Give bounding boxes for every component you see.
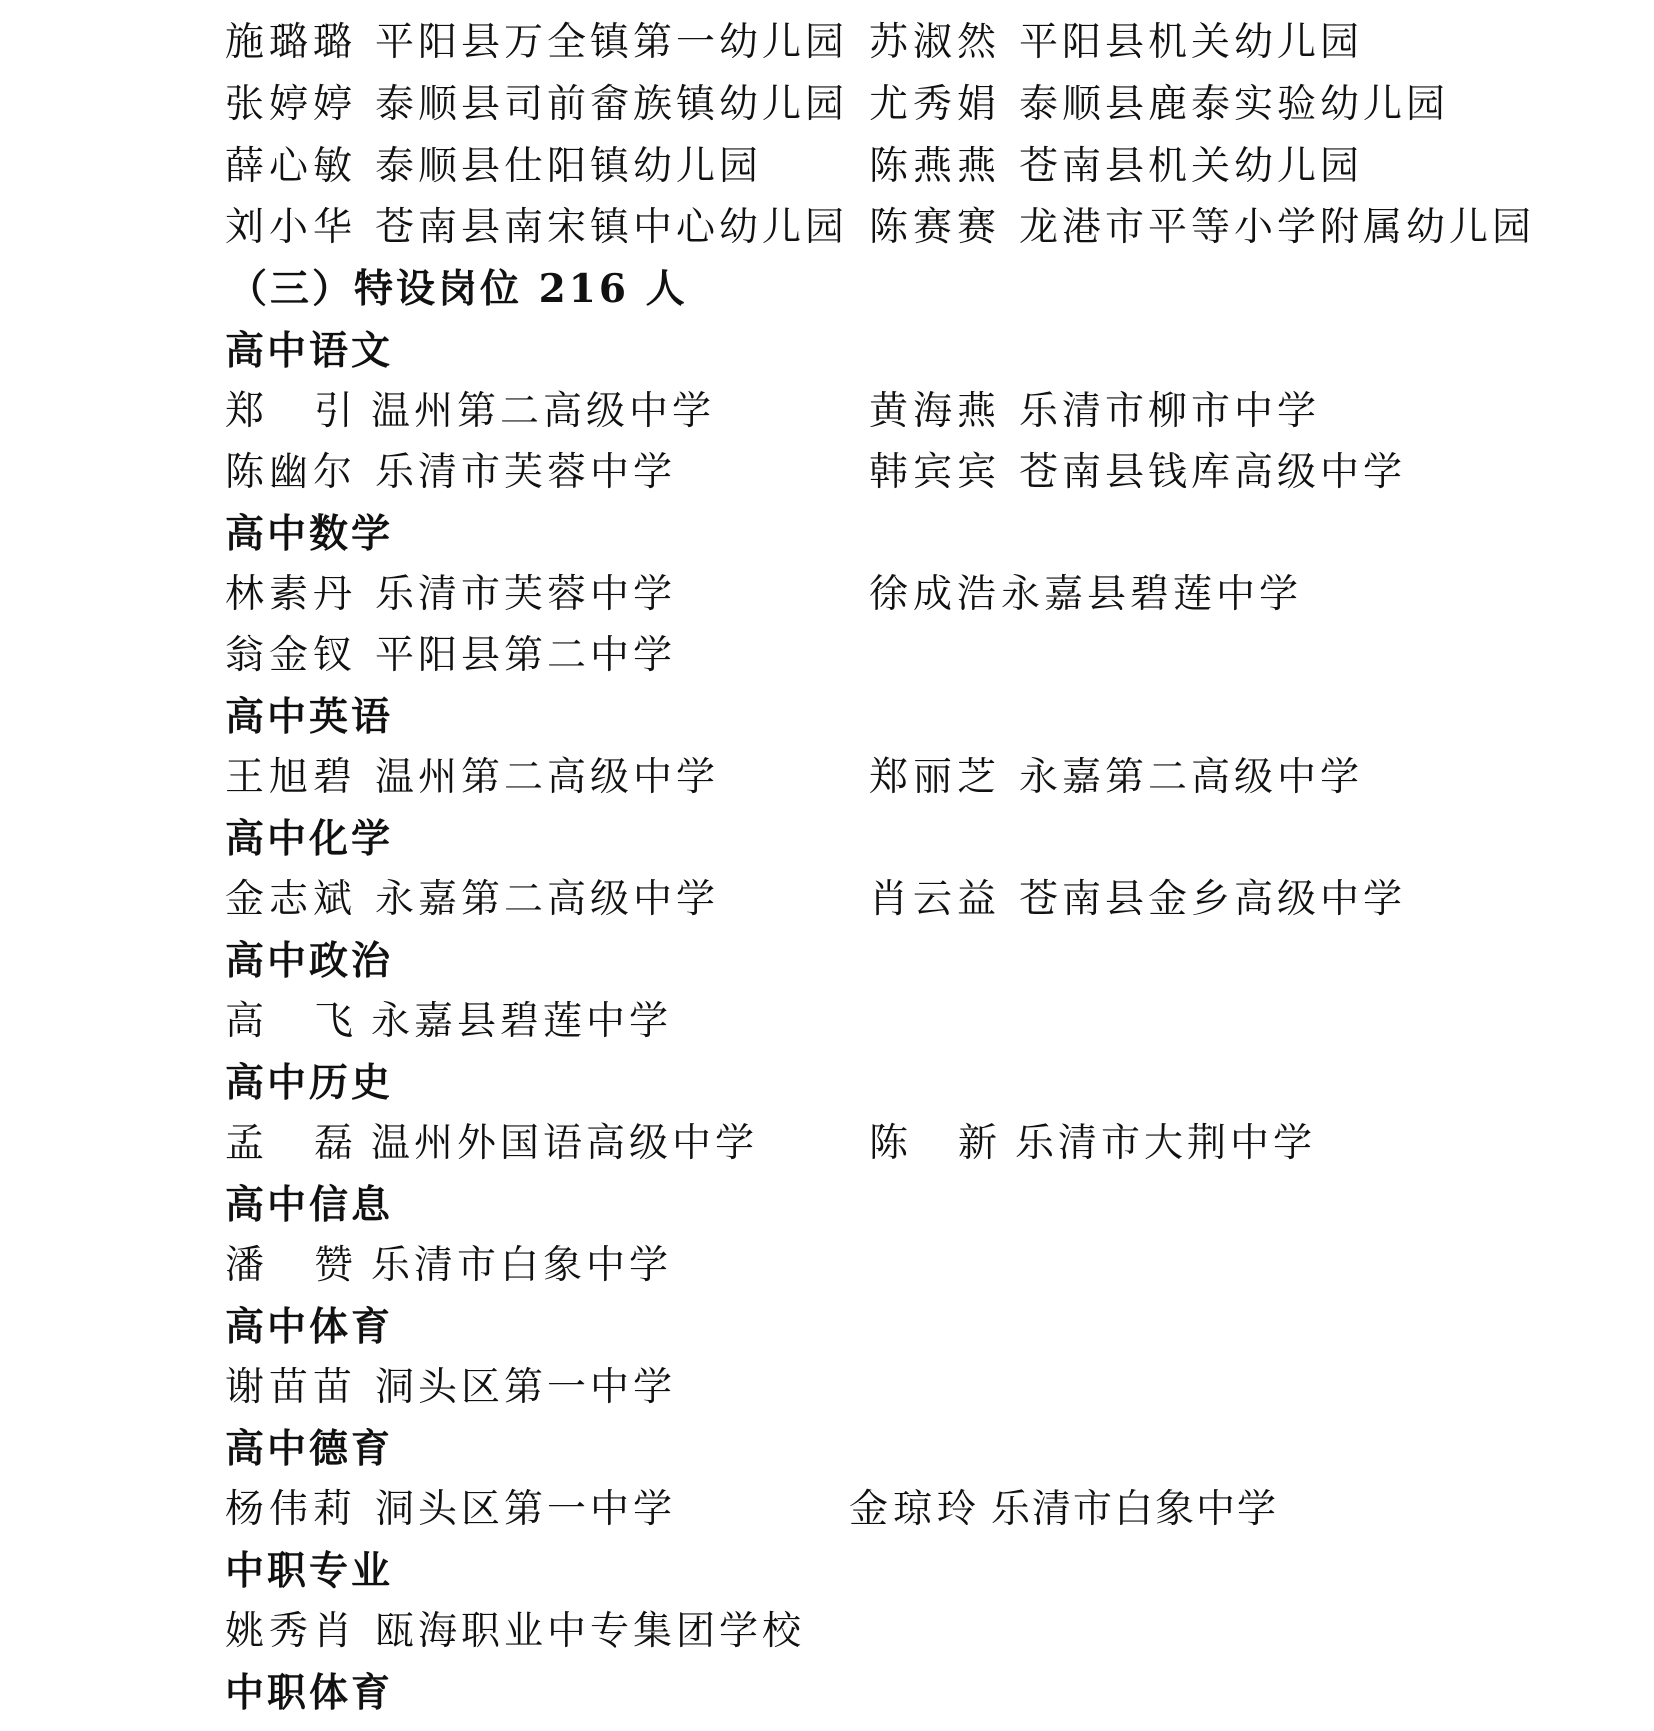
entry — [869, 748, 1363, 808]
teacher-name: 施璐璐 — [225, 20, 358, 65]
teacher-name: 高 飞 — [225, 999, 353, 1044]
subject-heading: 中职体育 — [225, 1670, 394, 1716]
school-name: 乐清市芙蓉中学 — [375, 450, 677, 495]
entry — [869, 1114, 1316, 1174]
teacher-name: 金志斌 — [225, 877, 358, 922]
teacher-name: 金琼玲 — [849, 1487, 982, 1532]
teacher-name: 王旭碧 — [225, 755, 358, 800]
entry — [225, 870, 719, 930]
teacher-name: 孟 磊 — [225, 1121, 353, 1166]
entry — [869, 137, 1363, 197]
subject-heading: 高中语文 — [225, 328, 394, 374]
teacher-name: 潘 赞 — [225, 1243, 353, 1288]
school-name: 苍南县钱库高级中学 — [1019, 450, 1407, 495]
school-name: 苍南县金乡高级中学 — [1019, 877, 1407, 922]
school-name: 永嘉县碧莲中学 — [1001, 572, 1303, 617]
school-name: 永嘉第二高级中学 — [375, 877, 720, 922]
teacher-name: 陈幽尔 — [225, 450, 358, 495]
teacher-name: 黄海燕 — [869, 389, 1002, 434]
entry — [225, 13, 848, 73]
entry — [869, 13, 1363, 73]
entry — [225, 198, 848, 258]
entry — [225, 75, 848, 135]
school-name: 温州外国语高级中学 — [371, 1121, 759, 1166]
subject-heading: 中职专业 — [225, 1548, 394, 1594]
entry — [869, 198, 1535, 258]
school-name: 乐清市白象中学 — [991, 1487, 1279, 1532]
teacher-name: 郑 引 — [225, 389, 353, 434]
school-name: 平阳县机关幼儿园 — [1019, 20, 1364, 65]
school-name: 乐清市柳市中学 — [1019, 389, 1321, 434]
entry — [225, 748, 719, 808]
subject-heading: 高中信息 — [225, 1182, 394, 1228]
subject-heading: 高中政治 — [225, 938, 394, 984]
teacher-name: 韩宾宾 — [869, 450, 1002, 495]
subject-heading: 高中化学 — [225, 816, 394, 862]
entry — [225, 382, 715, 442]
school-name: 乐清市大荆中学 — [1015, 1121, 1317, 1166]
teacher-name: 陈 新 — [869, 1121, 997, 1166]
entry — [225, 565, 676, 625]
teacher-name: 陈赛赛 — [869, 205, 1002, 250]
school-name: 泰顺县司前畲族镇幼儿园 — [375, 82, 849, 127]
school-name: 温州第二高级中学 — [375, 755, 720, 800]
entry — [849, 1480, 1278, 1540]
subject-heading: 高中数学 — [225, 511, 394, 557]
entry — [869, 382, 1320, 442]
school-name: 洞头区第一中学 — [375, 1487, 677, 1532]
teacher-name: 陈燕燕 — [869, 144, 1002, 189]
entry — [225, 1236, 672, 1296]
entry — [869, 75, 1449, 135]
teacher-name: 苏淑然 — [869, 20, 1002, 65]
school-name: 瓯海职业中专集团学校 — [375, 1609, 806, 1654]
teacher-name: 刘小华 — [225, 205, 358, 250]
entry — [869, 443, 1406, 503]
teacher-name: 薛心敏 — [225, 144, 358, 189]
school-name: 平阳县第二中学 — [375, 633, 677, 678]
teacher-name: 杨伟莉 — [225, 1487, 358, 1532]
entry — [225, 137, 762, 197]
entry — [225, 1114, 758, 1174]
school-name: 苍南县机关幼儿园 — [1019, 144, 1364, 189]
school-name: 洞头区第一中学 — [375, 1365, 677, 1410]
teacher-name: 肖云益 — [869, 877, 1002, 922]
entry — [225, 992, 672, 1052]
school-name: 乐清市芙蓉中学 — [375, 572, 677, 617]
subject-heading: 高中德育 — [225, 1426, 394, 1472]
teacher-name: 翁金钗 — [225, 633, 358, 678]
entry — [225, 443, 676, 503]
teacher-name: 徐成浩 — [869, 572, 1002, 617]
school-name: 永嘉县碧莲中学 — [371, 999, 673, 1044]
entry — [869, 565, 1302, 625]
school-name: 龙港市平等小学附属幼儿园 — [1019, 205, 1536, 250]
subject-heading: 高中英语 — [225, 694, 394, 740]
teacher-name: 谢苗苗 — [225, 1365, 358, 1410]
entry — [869, 870, 1406, 930]
teacher-name: 郑丽芝 — [869, 755, 1002, 800]
subject-heading: 高中体育 — [225, 1304, 394, 1350]
school-name: 泰顺县仕阳镇幼儿园 — [375, 144, 763, 189]
entry — [225, 1358, 676, 1418]
entry — [225, 626, 676, 686]
teacher-name: 尤秀娟 — [869, 82, 1002, 127]
entry — [225, 1602, 805, 1662]
teacher-name: 林素丹 — [225, 572, 358, 617]
teacher-name: 张婷婷 — [225, 82, 358, 127]
subject-heading: 高中历史 — [225, 1060, 394, 1106]
teacher-name: 姚秀肖 — [225, 1609, 358, 1654]
school-name: 乐清市白象中学 — [371, 1243, 673, 1288]
school-name: 平阳县万全镇第一幼儿园 — [375, 20, 849, 65]
entry — [225, 1480, 676, 1540]
section-title: （三）特设岗位 216 人 — [228, 266, 688, 312]
school-name: 温州第二高级中学 — [371, 389, 716, 434]
school-name: 永嘉第二高级中学 — [1019, 755, 1364, 800]
school-name: 苍南县南宋镇中心幼儿园 — [375, 205, 849, 250]
school-name: 泰顺县鹿泰实验幼儿园 — [1019, 82, 1450, 127]
